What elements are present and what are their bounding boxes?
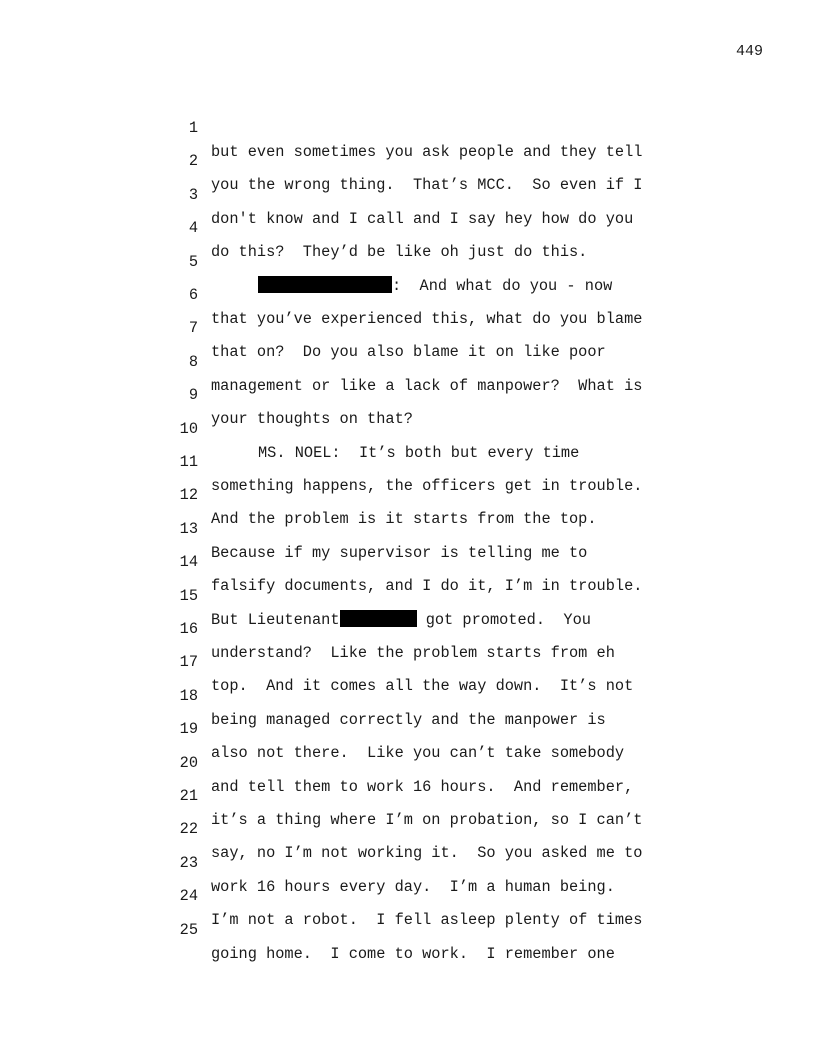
line-number: 19 [179, 720, 198, 739]
line-number: 10 [179, 419, 198, 438]
line-text: something happens, the officers get in trouble. [211, 477, 643, 495]
line-text: do this? They’d be like oh just do this. [211, 243, 588, 262]
page-number: 449 [735, 43, 763, 60]
line-number: 16 [179, 620, 198, 638]
line-number: 3 [188, 185, 198, 204]
line-text: it’s a thing where I’m on probation, so I can’t [211, 811, 643, 829]
speaker-line-text: MS. NOEL: It’s both but every time [258, 443, 580, 462]
line-number: 21 [179, 787, 198, 805]
line-number: 22 [179, 820, 198, 839]
line-text: that you’ve experienced this, what do you blame [211, 310, 643, 328]
line-number: 17 [179, 653, 198, 672]
line-text: being managed correctly and the manpower is [211, 710, 606, 729]
line-text: Because if my supervisor is telling me to [211, 543, 588, 562]
line-number: 2 [188, 152, 198, 171]
line-text: falsify documents, and I do it, I’m in trouble. [211, 577, 643, 596]
line-number: 12 [179, 486, 198, 505]
line-text: but even sometimes you ask people and they tell [211, 143, 643, 161]
line-number: 6 [188, 286, 198, 304]
line-text: also not there. Like you can’t take somebody [211, 744, 625, 763]
line-text: And the problem is it starts from the top. [211, 510, 597, 529]
line-number: 5 [188, 252, 198, 271]
line-number: 18 [179, 686, 198, 705]
line-text: top. And it comes all the way down. It’s not [211, 677, 634, 696]
line-number: 24 [179, 887, 198, 906]
line-text: going home. I come to work. I remember one [211, 944, 615, 963]
line-text: understand? Like the problem starts from eh [211, 644, 615, 662]
line-number: 11 [179, 453, 198, 471]
line-text-after-redaction: : And what do you - now [392, 276, 613, 295]
line-number: 8 [188, 352, 198, 371]
line-text: management or like a lack of manpower? What is [211, 376, 643, 395]
transcript-line [0, 92, 816, 161]
line-number: 25 [179, 920, 198, 939]
line-text: work 16 hours every day. I’m a human being. [211, 877, 615, 896]
line-text: that on? Do you also blame it on like poor [211, 343, 606, 362]
line-number: 4 [188, 219, 198, 238]
line-number: 13 [179, 519, 198, 538]
line-text-after-redaction: got promoted. You [416, 610, 591, 629]
line-text: say, no I’m not working it. So you asked me to [211, 844, 643, 863]
line-text: and tell them to work 16 hours. And remember, [211, 777, 634, 796]
line-text: don't know and I call and I say hey how do you [211, 209, 634, 228]
line-text: you the wrong thing. That’s MCC. So even if I [211, 176, 643, 195]
line-number: 14 [179, 553, 198, 572]
line-number: 7 [188, 319, 198, 338]
line-text: I’m not a robot. I fell asleep plenty of times [211, 911, 643, 930]
line-number: 15 [179, 586, 198, 605]
line-text: your thoughts on that? [211, 410, 413, 429]
line-number: 9 [188, 386, 198, 405]
line-number: 20 [179, 753, 198, 772]
line-text-before-redaction: But Lieutenant [211, 610, 340, 629]
line-number: 1 [188, 119, 198, 137]
line-number: 23 [179, 853, 198, 872]
